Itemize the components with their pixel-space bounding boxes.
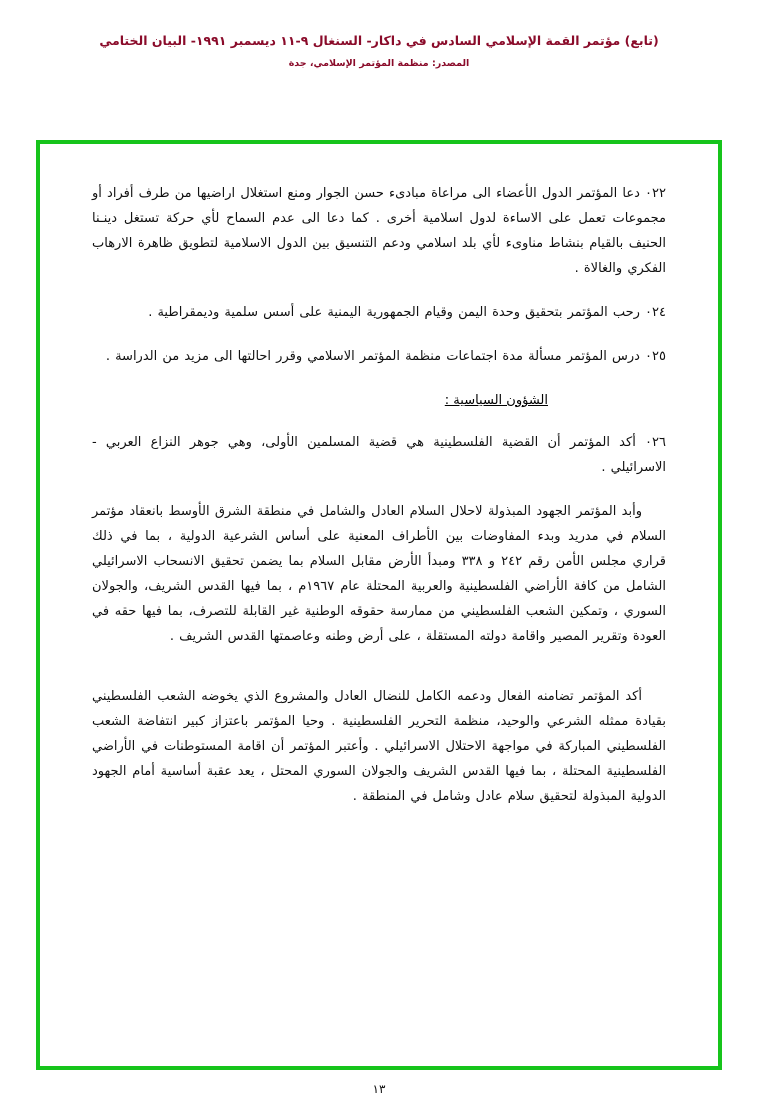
- header-source: المصدر: منظمة المؤتمر الإسلامي، جدة: [288, 57, 470, 69]
- paragraph-item-22: ٠٢٢ دعا المؤتمر الدول الأعضاء الى مراعاة مبادىء حسن الجوار ومنع استغلال اراضيها من طرف أفراد أو مجموعات تعمل على الاساءة لدول اسلامية أخرى . كما دعا الى عدم السماح لأي حركة تستغل دينـنا الحنيف بالقيام بنشاط مناوىء لأي بلد اسلامي ودعم التنسيق بين الدول الاسلامية لتطويق ظاهرة الارهاب الفكري والغالاة .: [92, 186, 666, 276]
- paragraph-support-struggle: أكد المؤتمر تضامنه الفعال ودعمه الكامل للنضال العادل والمشروع الذي يخوضه الشعب الفلسطيني بقيادة ممثله الشرعي والوحيد، منظمة التحرير الفلسطينية . وحيا المؤتمر باعتزاز كبير انتفاضة الشعب الفلسطيني المباركة في مواجهة الاحتلال الاسرائيلي . وأعتبر المؤتمر أن اقامة المستوطنات في الأراضي الفلسطينية المحتلة ، بما فيها القدس الشريف والجولان السوري المحتل ، يعد عقبة أساسية أمام الجهود الدولية المبذولة لتحقيق سلام عادل وشامل في المنطقة .: [92, 689, 666, 804]
- paragraph-item-24: ٠٢٤ رحب المؤتمر بتحقيق وحدة اليمن وقيام الجمهورية اليمنية على أسس سلمية وديمقراطية .: [148, 304, 666, 320]
- document-page: [0, 32, 758, 1110]
- paragraph-peace-efforts: وأبد المؤتمر الجهود المبذولة لاحلال السلام العادل والشامل في منطقة الشرق الأوسط بانعقاد مؤتمر السلام في مدريد وبدء المفاوضات بين الأطراف المعنية على أساس الشرعية الدولية ، بما في ذلك قراري مجلس الأمن رقم ٢٤٢ و ٣٣٨ ومبدأ الأرض مقابل السلام بما يضمن تحقيق الانسحاب الاسرائيلي الشامل من كافة الأراضي الفلسطينية والعربية المحتلة عام ١٩٦٧م ، بما فيها القدس الشريف، والجولان السوري ، وتمكين الشعب الفلسطيني من ممارسة حقوقه الوطنية غير القابلة للتصرف، بما فيها حقه في العودة وتقرير المصير واقامة دولته المستقلة ، على أرض وطنه وعاصمتها القدس الشريف .: [92, 504, 666, 645]
- page-number: ١٣: [372, 1082, 386, 1096]
- content-frame: [36, 140, 722, 1070]
- header-title: (تابع) مؤتمر القمة الإسلامي السادس في داكار- السنغال ٩-١١ ديسمبر ١٩٩١- البيان الختامي: [99, 33, 659, 48]
- content-body: [40, 144, 718, 1066]
- paragraph-item-25: ٠٢٥ درس المؤتمر مسألة مدة اجتماعات منظمة المؤتمر الاسلامي وقرر احالتها الى مزيد من الدراسة .: [105, 348, 666, 364]
- paragraph-spacer: [92, 669, 666, 685]
- section-heading: [92, 389, 666, 414]
- paragraph-item-26: ٠٢٦ أكد المؤتمر أن القضية الفلسطينية هي قضية المسلمين الأولى، وهي جوهر النزاع العربي - الاسرائيلي .: [92, 435, 666, 476]
- section-heading-text: الشؤون السياسية :: [444, 392, 548, 408]
- page-header: [0, 32, 758, 69]
